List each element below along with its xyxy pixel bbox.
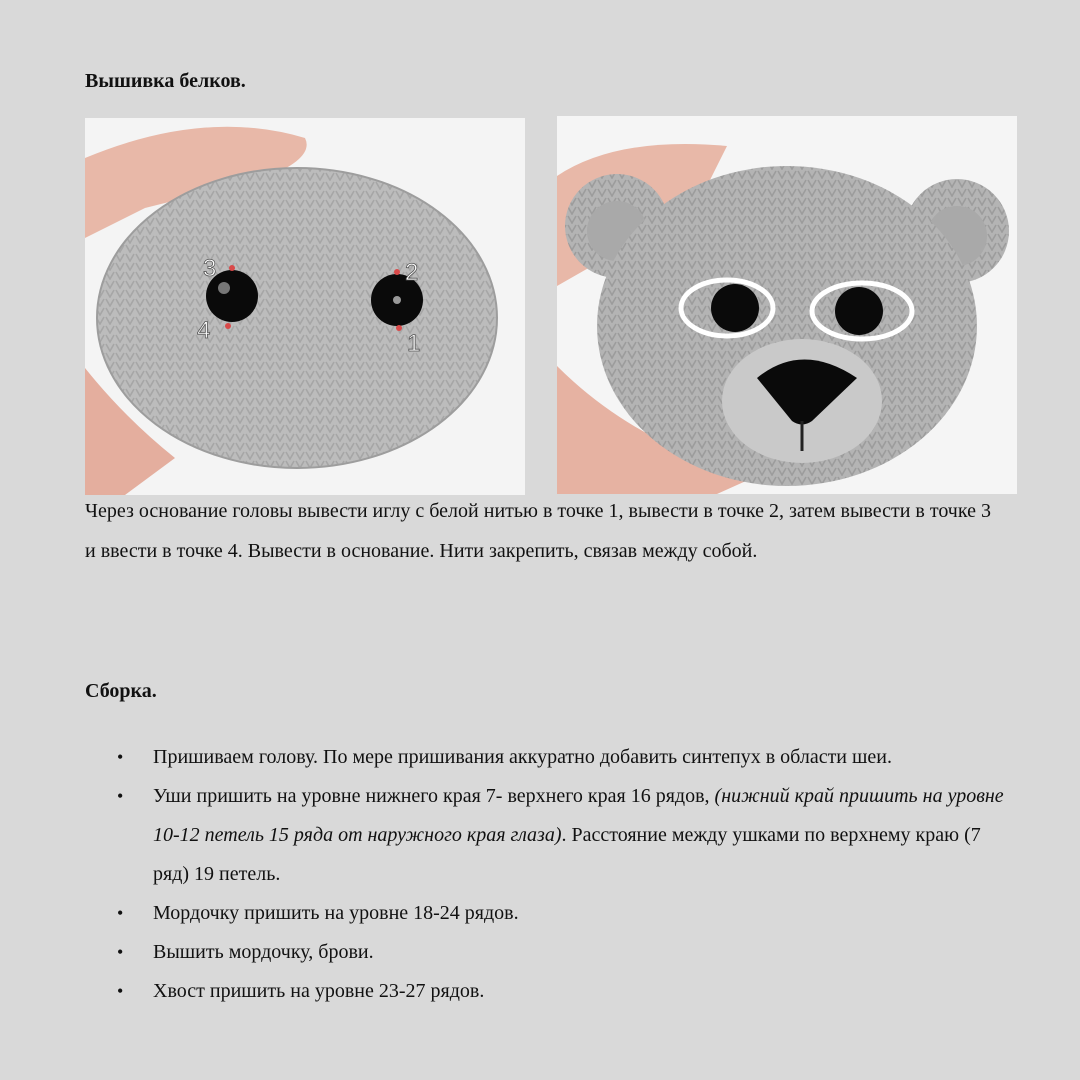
list-item: [85, 777, 1005, 894]
point-label-4: 4: [197, 317, 211, 344]
assembly-list: [85, 738, 1005, 1011]
photo-bear-head-finished: [557, 116, 1017, 494]
list-item-text: Вышить мордочку, брови.: [153, 941, 374, 963]
section-title-assembly: Сборка.: [85, 680, 157, 702]
bullet-icon: •: [117, 981, 124, 1001]
list-item-text: Хвост пришить на уровне 23-27 рядов.: [153, 980, 485, 1002]
bullet-icon: •: [117, 747, 124, 767]
list-item: [85, 738, 1005, 777]
list-item-text: Уши пришить на уровне нижнего края 7- верхнего края 16 рядов,: [153, 785, 715, 807]
bullet-icon: •: [117, 942, 124, 962]
point-label-3: 3: [203, 255, 217, 282]
photo-head-with-eyes: [85, 118, 525, 495]
point-label-1: 1: [407, 330, 421, 357]
list-item-italic-text: (нижний край пришить на уровне 10-12 петель 15 ряда от наружного края глаза): [153, 785, 1004, 846]
bear-right-eye: [835, 287, 883, 335]
bullet-icon: •: [117, 786, 124, 806]
list-item-text-continued: . Расстояние между ушками по верхнему краю (7 ряд) 19 петель.: [153, 824, 981, 885]
section-title-eyes: Вышивка белков.: [85, 70, 246, 92]
list-item-text: Пришиваем голову. По мере пришивания аккуратно добавить синтепух в области шеи.: [153, 746, 892, 768]
list-item: [85, 894, 1005, 933]
crochet-head: [97, 168, 497, 468]
list-item-text: Мордочку пришить на уровне 18-24 рядов.: [153, 902, 519, 924]
instructions-paragraph: Через основание головы вывести иглу с белой нитью в точке 1, вывести в точке 2, затем вывести в точке 3 и ввести в точке 4. Вывести в основание. Нити закрепить, связав между собой.: [85, 500, 991, 562]
bear-left-eye: [711, 284, 759, 332]
list-item: [85, 933, 1005, 972]
bullet-icon: •: [117, 903, 124, 923]
point-label-2: 2: [405, 259, 419, 286]
list-item: [85, 972, 1005, 1011]
